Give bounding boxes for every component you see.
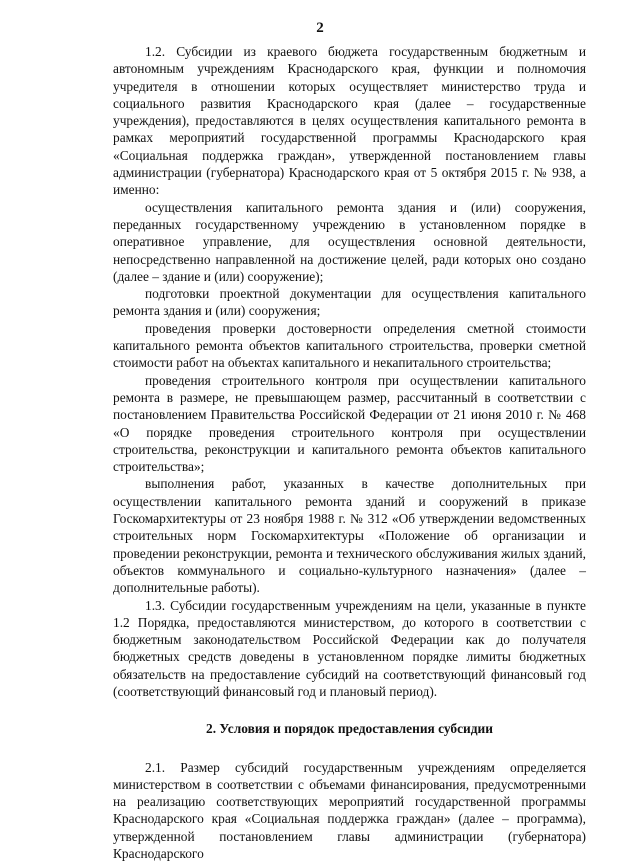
paragraph-estimate-verification: проведения проверки достоверности определения сметной стоимости капитального ремонта объектов капитального строительства, проверки сметной стоимости работ на объектах капитального и некапитального строительства; xyxy=(113,320,586,371)
page-number: 2 xyxy=(316,20,324,36)
paragraph-capital-repair: осуществления капитального ремонта здания и (или) сооружения, переданных государственному учреждению в установленном порядке в оперативное управление, для осуществления основной деятельности, непосредственно направленной на достижение целей, ради которых оно создано (далее – здание и (или) сооружение); xyxy=(113,199,586,284)
section-heading: 2. Условия и порядок предоставления субсидии xyxy=(206,721,493,737)
document-body xyxy=(113,43,586,862)
paragraph-2-1: 2.1. Размер субсидий государственным учреждениям определяется министерством в соответствии с объемами финансирования, предусмотренными на реализацию соответствующих мероприятий государственной программы Краснодарского края «Социальная поддержка граждан» (далее – программа), утвержденной постановлением главы администрации (губернатора) Краснодарского xyxy=(113,759,586,862)
paragraph-construction-control: проведения строительного контроля при осуществлении капитального ремонта в размере, не превышающем размер, рассчитанный в соответствии с постановлением Правительства Российской Федерации от 21 июня 2010 г. № 468 «О порядке проведения строительного контроля при осуществлении строительства, реконструкции и капитального ремонта объектов капитального строительства»; xyxy=(113,372,586,475)
paragraph-project-documentation: подготовки проектной документации для осуществления капитального ремонта здания и (или) сооружения; xyxy=(113,286,586,319)
paragraph-additional-works: выполнения работ, указанных в качестве дополнительных при осуществлении капитального ремонта зданий и сооружений в приказе Госкомархитектуры от 23 ноября 1988 г. № 312 «Об утверждении ведомственных строительных норм Госкомархитектуры «Положение об организации и проведении реконструкции, ремонта и технического обслуживания жилых зданий, объектов коммунального и социально-культурного назначения» (далее – дополнительные работы). xyxy=(113,476,586,596)
paragraph-1-3: 1.3. Субсидии государственным учреждениям на цели, указанные в пункте 1.2 Порядка, предоставляются министерством, до которого в соответствии с бюджетным законодательством Российской Федерации как до получателя бюджетных средств доведены в установленном порядке лимиты бюджетных обязательств на предоставление субсидий на соответствующий финансовый год (соответствующий финансовый год и плановый период). xyxy=(113,597,586,699)
paragraph-1-2: 1.2. Субсидии из краевого бюджета государственным бюджетным и автономным учреждениям Краснодарского края, функции и полномочия учредителя в отношении которых осуществляет министерство труда и социального развития Краснодарского края (далее – государственные учреждения), предоставляются в целях осуществления капитального ремонта в рамках мероприятий государственной программы Краснодарского края «Социальная поддержка граждан», утвержденной постановлением главы администрации (губернатора) Краснодарского края от 5 октября 2015 г. № 938, а именно: xyxy=(113,44,586,198)
